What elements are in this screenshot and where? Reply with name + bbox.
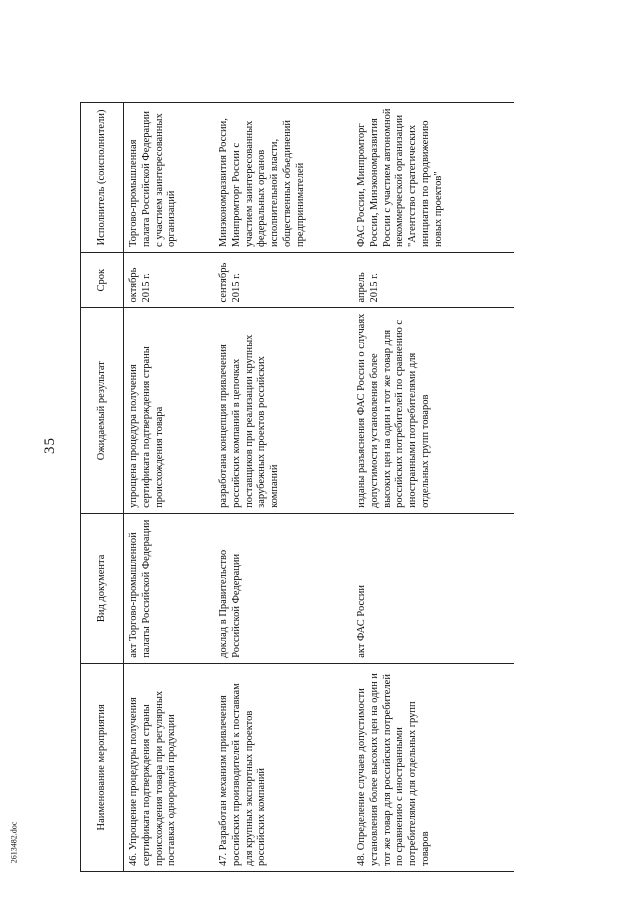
header-doc-type: Вид документа [81, 513, 124, 663]
measures-table [80, 102, 514, 872]
header-executor: Исполнитель (соисполнители) [81, 103, 124, 253]
table-row [124, 103, 215, 872]
cell-doc-type: доклад в Правительство Российской Федерации [214, 513, 352, 663]
cell-action: 46. Упрощение процедуры получения сертификата подтверждения страны происхождения товара при регулярных поставках однородной продукции [124, 663, 215, 871]
cell-executor: Торгово-промышленная палата Российской Федерации с участием заинтересованных организаций [124, 103, 215, 253]
cell-executor: ФАС России, Минпромторг России, Минэкономразвития России с участием автономной некоммерческой организации "Агентство стратегических инициатив по продвижению новых проектов" [352, 103, 514, 253]
page-number: 35 [42, 437, 58, 454]
cell-result: упрощена процедура получения сертификата подтверждения страны происхождения товара [124, 308, 215, 513]
cell-executor: Минэкономразвития России, Минпромторг России с участием заинтересованных федеральных органов исполнительной власти, общественных объединений предпринимателей [214, 103, 352, 253]
cell-deadline: октябрь 2015 г. [124, 252, 215, 308]
cell-deadline: сентябрь 2015 г. [214, 252, 352, 308]
rotated-table-container [80, 102, 500, 872]
cell-action: 47. Разработан механизм привлечения российских производителей к поставкам для крупных экспортных проектов российских компаний [214, 663, 352, 871]
table-row [352, 103, 514, 872]
header-deadline: Срок [81, 252, 124, 308]
cell-deadline: апрель 2015 г. [352, 252, 514, 308]
table-row [214, 103, 352, 872]
cell-doc-type: акт Торгово-промышленной палаты Российской Федерации [124, 513, 215, 663]
header-result: Ожидаемый результат [81, 308, 124, 513]
cell-result: изданы разъяснения ФАС России о случаях допустимости установления более высоких цен на один и тот же товар для российских потребителей по сравнению с иностранными потребителями для отдельных групп товаров [352, 308, 514, 513]
document-id: 2613482.doc [9, 821, 19, 864]
cell-doc-type: акт ФАС России [352, 513, 514, 663]
table-header-row [81, 103, 124, 872]
cell-action: 48. Определение случаев допустимости установления более высоких цен на один и тот же товар для российских потребителей по сравнению с иностранными потребителями для отдельных групп товаров [352, 663, 514, 871]
cell-result: разработана концепция привлечения российских компаний в цепочках поставщиков при реализации крупных зарубежных проектов российских компаний [214, 308, 352, 513]
header-action: Наименование мероприятия [81, 663, 124, 871]
